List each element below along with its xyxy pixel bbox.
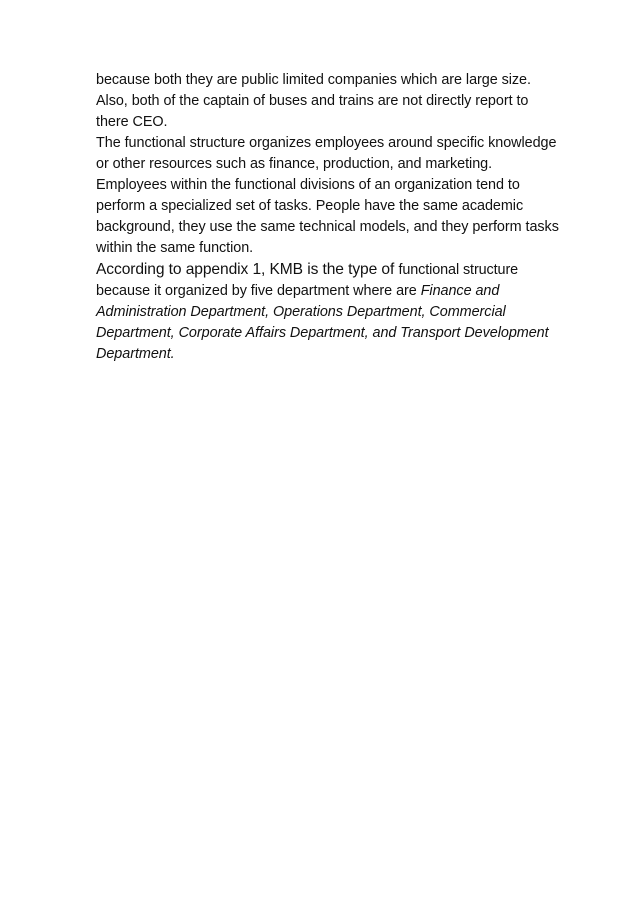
department-sentence-plain: because it organized by five department where are [96,283,421,299]
appendix-sentence-lead: According to appendix 1, KMB is the type of [96,261,399,278]
document-line-1: because both they are public limited companies which are large size. [96,72,531,88]
department-list-line-1: Administration Department, Operations Department, Commercial [96,304,506,320]
document-line-5: or other resources such as finance, production, and marketing. [96,156,493,172]
department-sentence-line [96,281,556,302]
document-line-2: Also, both of the captain of buses and trains are not directly report to [96,93,529,109]
document-text-block [96,70,559,365]
document-line-4: The functional structure organizes employees around specific knowledge [96,135,557,151]
document-line-6: Employees within the functional divisions of an organization tend to [96,177,520,193]
document-line-8: background, they use the same technical models, and they perform tasks [96,219,559,235]
document-line-9: within the same function. [96,240,254,256]
document-line-7: perform a specialized set of tasks. People have the same academic [96,198,524,214]
department-sentence-italic: Finance and [420,283,500,299]
department-list-line-3: Department. [96,346,175,362]
department-list-line-2: Department, Corporate Affairs Department, and Transport Development [96,325,549,341]
appendix-sentence-tail: functional structure [398,262,519,278]
document-line-3: there CEO. [96,114,168,130]
appendix-sentence-line [96,259,556,281]
